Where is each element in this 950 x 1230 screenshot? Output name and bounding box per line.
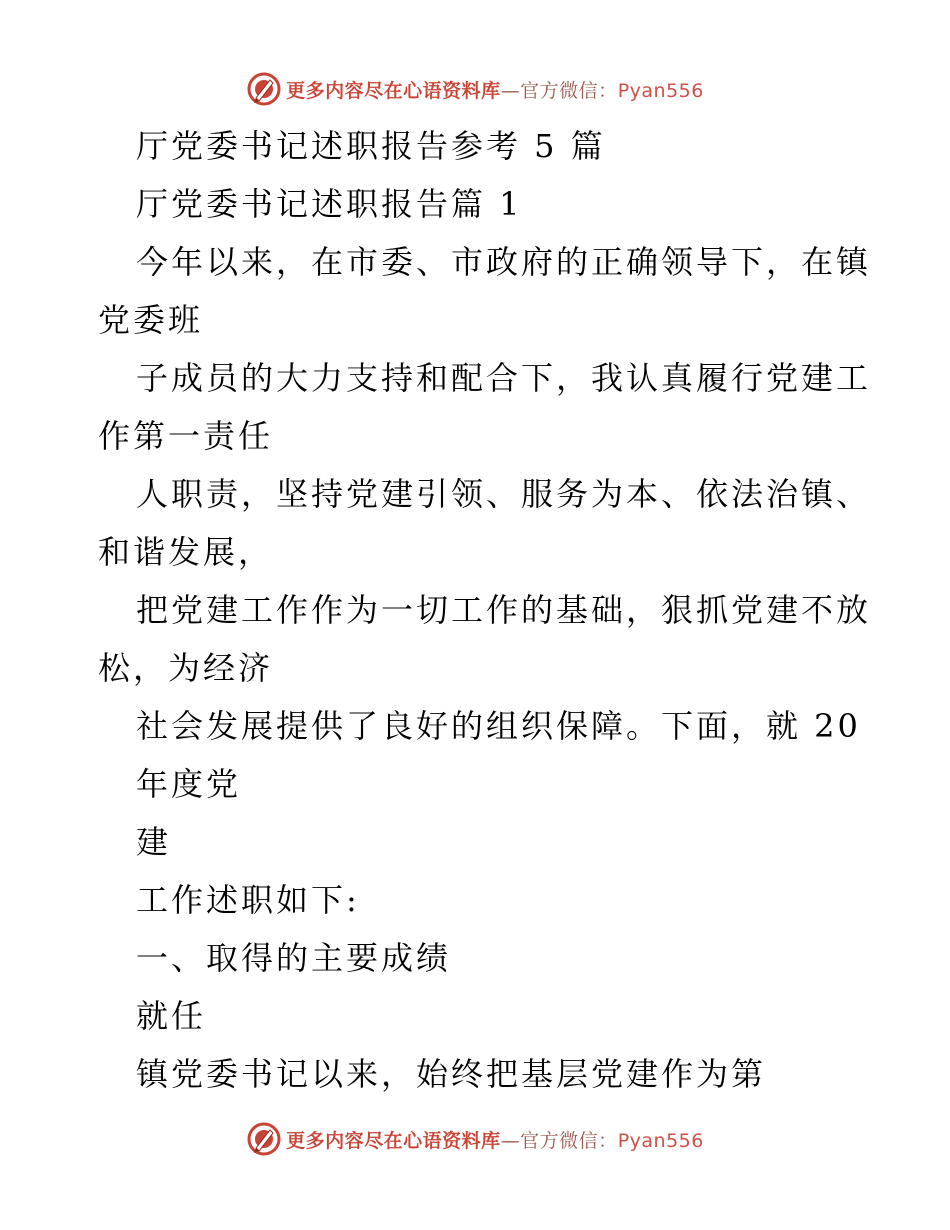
paragraph-line: 作第一责任 [98,417,274,455]
pen-logo-icon [246,1121,282,1157]
paragraph-line: 建 [136,823,172,861]
banner-text: 更多内容尽在心语资料库—官方微信：Pyan556 [286,1129,704,1152]
paragraph-line: 社会发展提供了良好的组织保障。下面，就 20 [136,707,861,745]
paragraph-line: 和谐发展， [98,533,274,571]
paragraph-line: 镇党委书记以来，始终把基层党建作为第 [136,1055,767,1093]
paragraph-line: 工作述职如下: [136,881,360,919]
paragraph-line: 松，为经济 [98,649,274,687]
footer-banner [0,1117,950,1161]
paragraph-line: 党委班 [98,301,204,339]
paragraph-line: 把党建工作作为一切工作的基础，狠抓党建不放 [136,591,872,629]
header-banner [0,67,950,111]
banner-text: 更多内容尽在心语资料库—官方微信：Pyan556 [286,79,704,102]
section-heading: 厅党委书记述职报告篇 1 [136,185,523,223]
paragraph-line: 年度党 [136,765,242,803]
pen-logo-icon [246,71,282,107]
document-title: 厅党委书记述职报告参考 5 篇 [136,127,606,165]
paragraph-line: 子成员的大力支持和配合下，我认真履行党建工 [136,359,872,397]
paragraph-line: 就任 [136,997,207,1035]
subsection-heading: 一、取得的主要成绩 [136,939,452,977]
paragraph-line: 人职责，坚持党建引领、服务为本、依法治镇、 [136,475,872,513]
paragraph-line: 今年以来，在市委、市政府的正确领导下，在镇 [136,243,872,281]
